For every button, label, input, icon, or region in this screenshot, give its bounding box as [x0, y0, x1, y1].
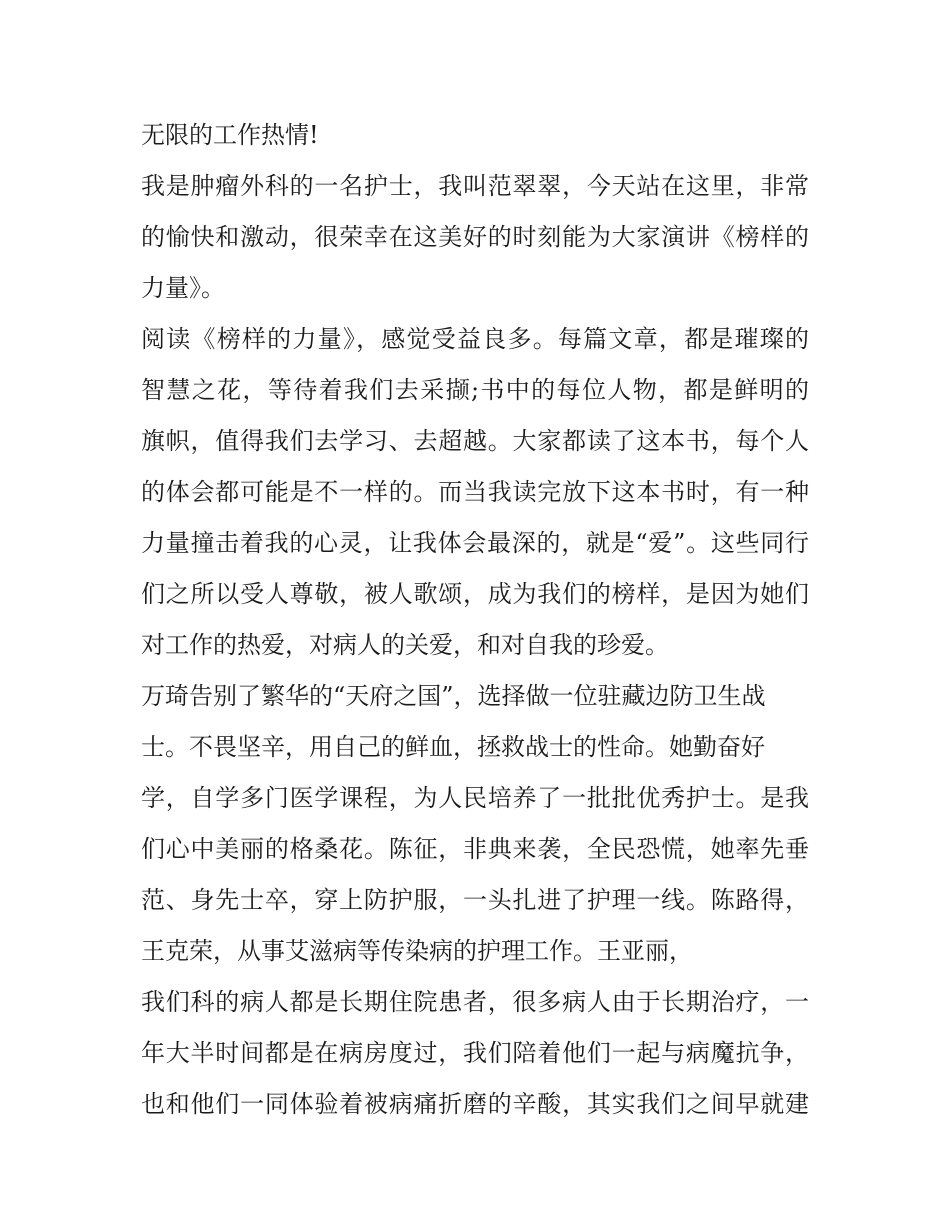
text-line: 力量》。 [141, 274, 225, 302]
text-line: 士。不畏坚辛，用自己的鲜血，拯救战士的性命。她勤奋好 [141, 733, 765, 761]
text-line: 旗帜，值得我们去学习、去超越。大家都读了这本书，每个人 [141, 427, 809, 455]
text-line: 们心中美丽的格桑花。陈征，非典来袭，全民恐慌，她率先垂 [141, 835, 809, 863]
text-line: 我是肿瘤外科的一名护士，我叫范翠翠，今天站在这里，非常 [141, 172, 809, 200]
text-line: 无限的工作热情! [141, 121, 319, 149]
text-line: 王克荣，从事艾滋病等传染病的护理工作。王亚丽， [141, 937, 693, 965]
text-line: 也和他们一同体验着被病痛折磨的辛酸，其实我们之间早就建 [141, 1090, 809, 1118]
text-line: 我们科的病人都是长期住院患者，很多病人由于长期治疗，一 [141, 988, 809, 1016]
text-line: 对工作的热爱，对病人的关爱，和对自我的珍爱。 [141, 631, 669, 659]
text-line: 范、身先士卒，穿上防护服，一头扎进了护理一线。陈路得， [141, 886, 809, 914]
text-line: 力量撞击着我的心灵，让我体会最深的，就是“爱”。这些同行 [141, 529, 809, 557]
text-line: 阅读《榜样的力量》，感觉受益良多。每篇文章，都是璀璨的 [141, 325, 809, 353]
text-line: 年大半时间都是在病房度过，我们陪着他们一起与病魔抗争， [141, 1039, 809, 1067]
text-line: 万琦告别了繁华的“天府之国”，选择做一位驻藏边防卫生战 [141, 682, 766, 710]
text-line: 的愉快和激动，很荣幸在这美好的时刻能为大家演讲《榜样的 [141, 223, 809, 251]
text-line: 智慧之花，等待着我们去采撷;书中的每位人物，都是鲜明的 [141, 376, 809, 404]
text-line: 们之所以受人尊敬，被人歌颂，成为我们的榜样，是因为她们 [141, 580, 809, 608]
document-body [141, 110, 821, 1130]
text-line: 的体会都可能是不一样的。而当我读完放下这本书时，有一种 [141, 478, 809, 506]
text-line: 学，自学多门医学课程，为人民培养了一批批优秀护士。是我 [141, 784, 809, 812]
